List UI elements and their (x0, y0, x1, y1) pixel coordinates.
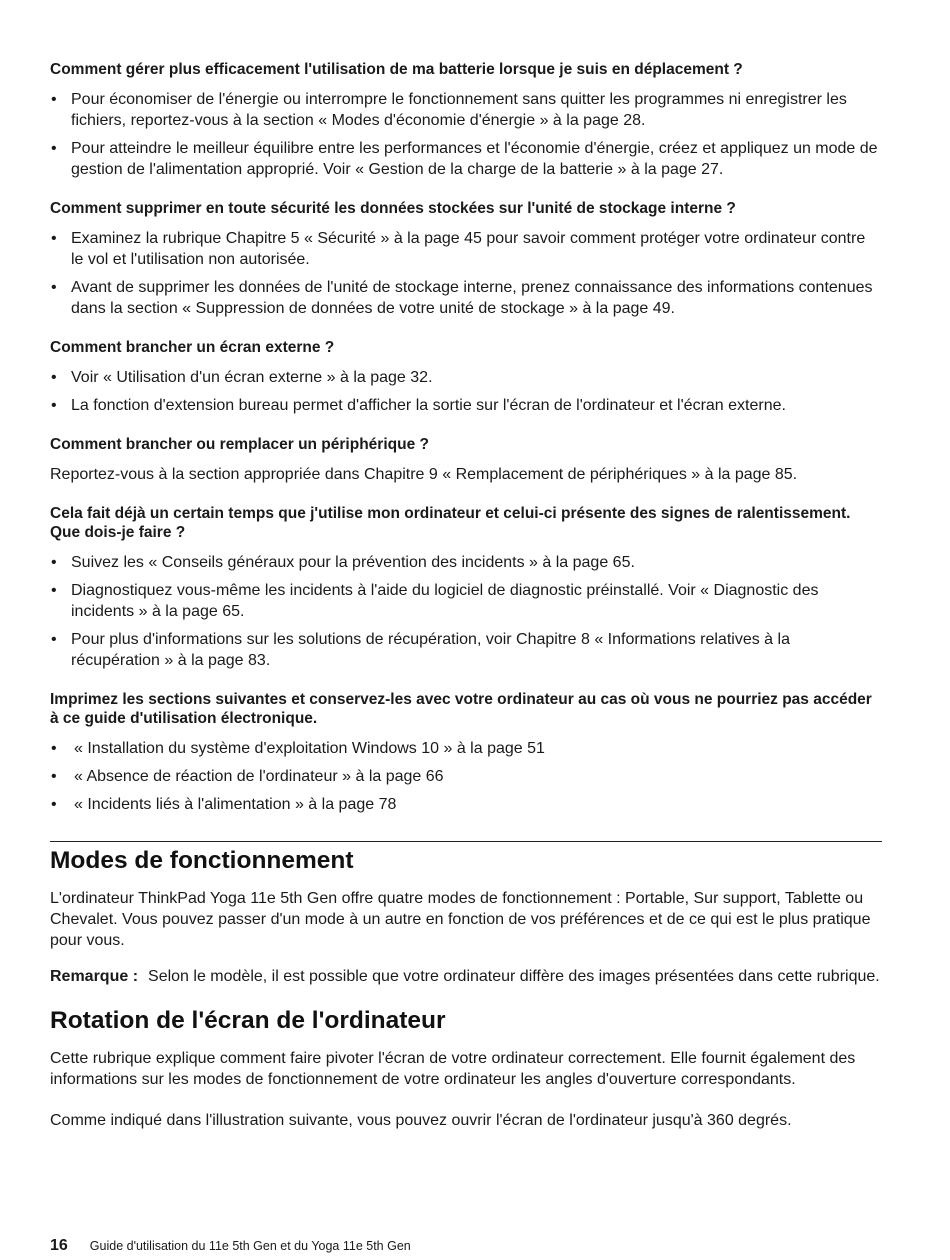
rotation-heading: Rotation de l'écran de l'ordinateur (50, 1007, 446, 1034)
question-heading: Imprimez les sections suivantes et conservez-les avec votre ordinateur au cas où vous ne pourriez pas accéder à ce guide d'utilisation électronique. (50, 691, 872, 727)
list-item: • Pour économiser de l'énergie ou interrompre le fonctionnement sans quitter les programmes ni enregistrer les fichiers, reportez-vous à la section « Modes d'économie d'énergie » à la page 28. (50, 89, 882, 131)
rotation-paragraph-2: Comme indiqué dans l'illustration suivante, vous pouvez ouvrir l'écran de l'ordinateur jusqu'à 360 degrés. (50, 1112, 792, 1129)
faq-storage (50, 199, 882, 319)
page-number: 16 (50, 1237, 68, 1254)
page-footer (50, 1237, 411, 1255)
answer-text: Reportez-vous à la section appropriée dans Chapitre 9 « Remplacement de périphériques » à la page 85. (50, 466, 798, 483)
note-label: Remarque : (50, 968, 139, 985)
faq-print (50, 690, 882, 815)
faq-external-display (50, 338, 882, 416)
modes-heading: Modes de fonctionnement (50, 847, 354, 874)
page-content (50, 60, 882, 1131)
footer-title: Guide d'utilisation du 11e 5th Gen et du Yoga 11e 5th Gen (89, 1239, 411, 1253)
modes-paragraph: L'ordinateur ThinkPad Yoga 11e 5th Gen offre quatre modes de fonctionnement : Portable, Sur support, Tablette ou Chevalet. Vous pouvez passer d'un mode à un autre en fonction de vos préférences et de ce qui est le plus pratique pour vous. (50, 890, 871, 949)
list-item: • « Installation du système d'exploitation Windows 10 » à la page 51 (50, 738, 882, 759)
question-heading: Cela fait déjà un certain temps que j'utilise mon ordinateur et celui-ci présente des signes de ralentissement. Que dois-je faire ? (50, 505, 851, 541)
section-divider (50, 841, 882, 842)
list-item: • Voir « Utilisation d'un écran externe » à la page 32. (50, 367, 882, 388)
question-heading: Comment brancher un écran externe ? (50, 339, 335, 356)
faq-battery (50, 60, 882, 180)
faq-device (50, 435, 882, 485)
list-item: • Examinez la rubrique Chapitre 5 « Sécurité » à la page 45 pour savoir comment protéger votre ordinateur contre le vol et l'utilisation non autorisée. (50, 228, 882, 270)
note-text: Selon le modèle, il est possible que votre ordinateur diffère des images présentées dans cette rubrique. (148, 968, 880, 985)
faq-slowdown (50, 504, 882, 671)
question-heading: Comment gérer plus efficacement l'utilisation de ma batterie lorsque je suis en déplacement ? (50, 61, 743, 78)
list-item: • La fonction d'extension bureau permet d'afficher la sortie sur l'écran de l'ordinateur et l'écran externe. (50, 395, 882, 416)
list-item: • Avant de supprimer les données de l'unité de stockage interne, prenez connaissance des informations contenues dans la section « Suppression de données de votre unité de stockage » à la page 49. (50, 277, 882, 319)
question-heading: Comment brancher ou remplacer un périphérique ? (50, 436, 429, 453)
list-item: • « Incidents liés à l'alimentation » à la page 78 (50, 794, 882, 815)
list-item: • Diagnostiquez vous-même les incidents à l'aide du logiciel de diagnostic préinstallé. Voir « Diagnostic des incidents » à la page 65. (50, 580, 882, 622)
list-item: • Suivez les « Conseils généraux pour la prévention des incidents » à la page 65. (50, 552, 882, 573)
rotation-paragraph: Cette rubrique explique comment faire pivoter l'écran de votre ordinateur correctement. Elle fournit également des informations sur les modes de fonctionnement de votre ordinateur les angles d'ouverture correspondants. (50, 1050, 856, 1088)
list-item: • Pour plus d'informations sur les solutions de récupération, voir Chapitre 8 « Informations relatives à la récupération » à la page 83. (50, 629, 882, 671)
question-heading: Comment supprimer en toute sécurité les données stockées sur l'unité de stockage interne ? (50, 200, 736, 217)
note (50, 967, 882, 986)
list-item: • Pour atteindre le meilleur équilibre entre les performances et l'économie d'énergie, créez et appliquez un mode de gestion de l'alimentation approprié. Voir « Gestion de la charge de la batterie » à la page 27. (50, 138, 882, 180)
list-item: • « Absence de réaction de l'ordinateur » à la page 66 (50, 766, 882, 787)
